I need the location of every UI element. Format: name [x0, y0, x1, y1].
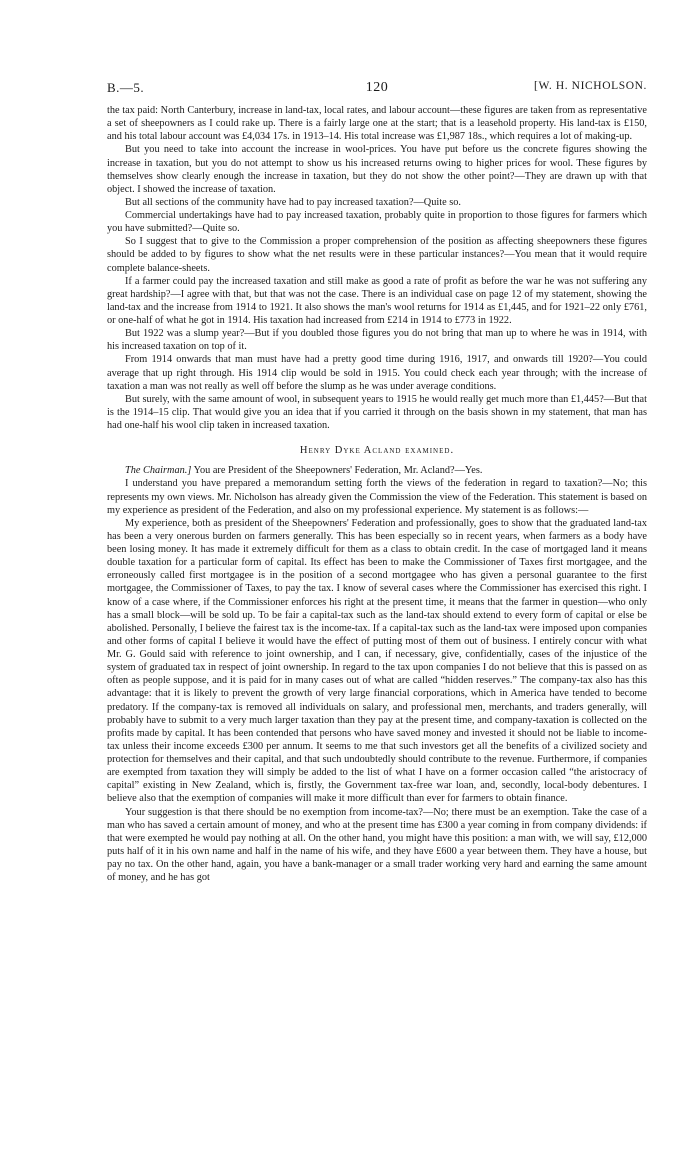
page-number: 120 — [365, 80, 389, 95]
section-heading: Henry Dyke Acland examined. — [299, 445, 455, 457]
paragraph: But 1922 was a slump year?—But if you doubled those figures you do not bring that man up to where he was in 1914, with his increased taxation on top of it. — [107, 328, 647, 353]
paragraph: Commercial undertakings have had to pay increased taxation, probably quite in proportion to those figures for farmers which you have submitted?—Quite so. — [107, 210, 647, 235]
paragraph: My experience, both as president of the Sheepowners' Federation and professionally, goes to show that the graduated land-tax has been a very onerous burden on farmers generally. This has been especially so in recent years, when farmers as a body have been losing money. It has made it extremely difficult for them as a class to obtain credit. In the case of mortgaged land it means double taxation for a particular form of capital. Its effect has been to make the Commissioner of Taxes first mortgagee, and the erroneously called first mortgagee is in the position of a second mortgagee who has given a personal guarantee to the first mortgagee, the Commissioner of Taxes, to pay the tax. I know of several cases where the Commissioner has exercised this right. I know of a case where, if the Commissioner enforces his right at the present time, it means that the farmer in question—who only has a small block—will be sold up. To be fair a capital-tax such as the land-tax should extend to every form of capital or else be abolished. Personally, I believe the fairest tax is the income-tax. If a capital-tax such as the land-tax were imposed upon companies and other forms of capital I believe it would have the effect of putting most of them out of business. I entirely concur with what Mr. G. Gould said with reference to joint ownership, and I can, if necessary, give, confidentially, cases of the injustice of the system of graduated tax in respect of joint ownership. In regard to the tax upon companies I do not believe that this is passed on as often as people suppose, and it is paid for in many cases out of what are called “hidden reserves.” The company-tax also has this advantage: that it is likely to prevent the growth of very large financial corporations, which in America have tended to become predatory. If the company-tax is removed all individuals on salary, and professional men, merchants, and traders generally, will probably have to submit to a very much larger taxation than they pay at the present time, and company-taxation is collected on the profits made by capital. It has been contended that persons who have saved money and invested it should not be liable to income-tax unless their income exceeds £300 per annum. It seems to me that such investors get all the benefits of a civilized society and protection for themselves and their capital, and that such undoubtedly should contribute to the revenue. Furthermore, if companies are exempted from taxation they will simply be added to the list of what I have on a former occasion called “the aristocracy of capital” existing in New Zealand, which is, firstly, the Government tax-free war loan, and, secondly, local-body debentures. I believe also that the exemption of companies will make it more difficult than ever for farmers to obtain finance. — [107, 517, 647, 805]
paragraph: So I suggest that to give to the Commission a proper comprehension of the position as affecting sheepowners these figures should be added to by figures to show what the net results were in these particular instances?—You mean that it would require complete balance-sheets. — [107, 236, 647, 274]
page-header — [107, 80, 647, 98]
paragraph: I understand you have prepared a memorandum setting forth the views of the federation in regard to taxation?—No; this represents my own views. Mr. Nicholson has already given the Commission the view of the Federation. This statement is based on my experience as president of the Federation, and also on my professional experience. My statement is as follows:— — [107, 478, 647, 516]
witness-name: [W. H. NICHOLSON. — [534, 80, 647, 92]
page-body — [107, 104, 647, 884]
paragraph: But surely, with the same amount of wool, in subsequent years to 1915 he would really get much more than £1,445?—But that is the 1914–15 clip. That would give you an idea that if you carried it through on the basis shown in my statement, that man has had one-half his wool clip taken in increased taxation. — [107, 393, 647, 431]
paragraph: If a farmer could pay the increased taxation and still make as good a rate of profit as before the war he was not suffering any great hardship?—I agree with that, but that was not the case. There is an individual case on page 12 of my statement, showing the land-tax and the increase from 1914 to 1921. It also shows the man's wool returns for 1914 as £1,445, and for 1921–22 only £761, or one-half of what he got in 1914. His taxation had increased from £214 in 1914 to £773 in 1922. — [107, 275, 647, 326]
paragraph: Your suggestion is that there should be no exemption from income-tax?—No; there must be an exemption. Take the case of a man who has saved a certain amount of money, and who at the present time has £300 a year coming in from company dividends: if that were exempted he would pay nothing at all. On the other hand, you might have this position: a man with, we will say, £12,000 puts half of it in his own name and half in the name of his wife, and they have £600 a year between them. They have a house, but pay no tax. On the other hand, again, you have a bank-manager or a small trader working very hard and earning the same amount of money, and he has got — [107, 806, 647, 884]
paragraph: But all sections of the community have had to pay increased taxation?—Quite so. — [125, 196, 461, 208]
paragraph: From 1914 onwards that man must have had a pretty good time during 1916, 1917, and onwards till 1920?—You could average that up right through. His 1914 clip would be sold in 1915. You could check each year through; with the increase of taxation a man was not really as well off before the slump as he was under average conditions. — [107, 354, 647, 392]
document-reference: B.—5. — [107, 80, 145, 95]
speaker-label: The Chairman.] — [125, 465, 192, 477]
paragraph: But you need to take into account the increase in wool-prices. You have put before us the concrete figures showing the increase in taxation, but you do not attempt to show us his increased returns owing to higher prices for wool. These figures by themselves show clearly enough the increase in taxation, but they do not show the other point?—They are drawn up with that object. I showed the increase of taxation. — [107, 144, 647, 195]
paragraph: the tax paid: North Canterbury, increase in land-tax, local rates, and labour account—these figures are taken from as representative a set of sheepowners as I could rake up. There is a fairly large one at the start; that is a leasehold property. His land-tax is £150, and his total labour account was £4,034 17s. in 1913–14. His total increase was £1,987 18s., which requires a lot of making-up. — [107, 105, 647, 143]
chairman-question — [107, 464, 647, 477]
question-text: You are President of the Sheepowners' Federation, Mr. Acland?—Yes. — [191, 465, 483, 477]
